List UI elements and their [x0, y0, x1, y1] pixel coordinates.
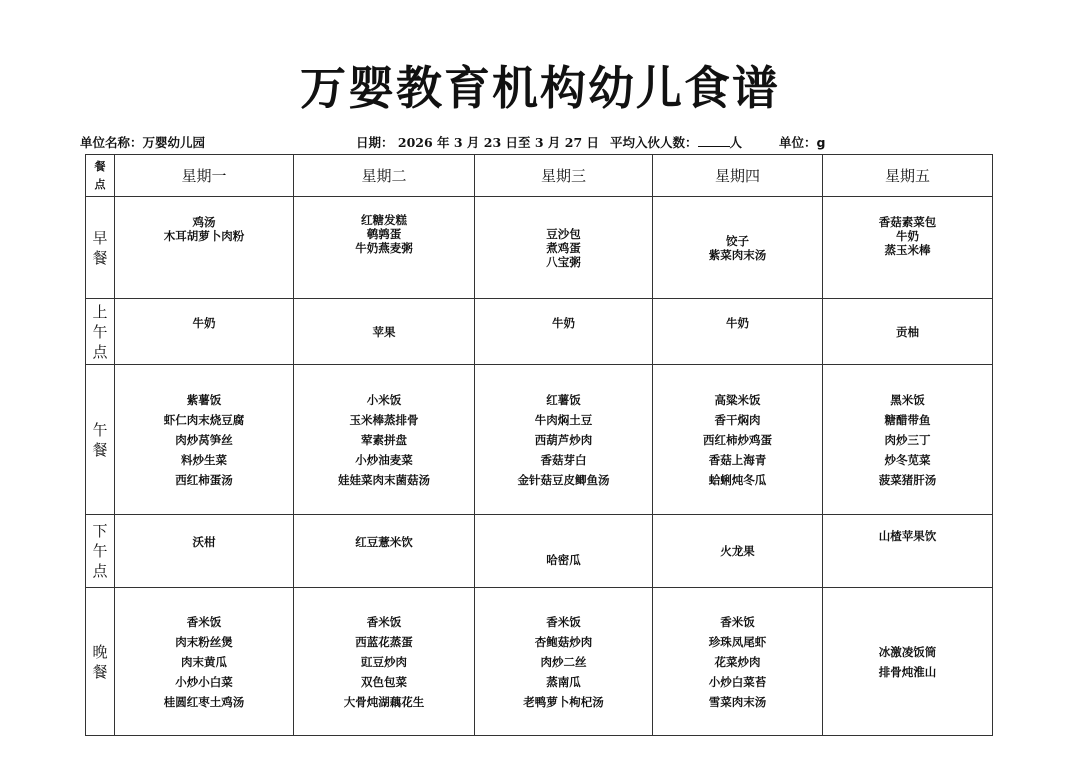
measure-value: g — [816, 135, 826, 150]
menu-item: 山楂苹果饮 — [878, 529, 937, 543]
menu-item: 牛奶 — [192, 316, 216, 330]
menu-item: 香菇芽白 — [540, 452, 587, 467]
menu-item: 肉末粉丝煲 — [175, 634, 233, 649]
date-label: 日期： — [356, 135, 394, 150]
date-info — [356, 133, 599, 151]
menu-item: 炒冬苋菜 — [884, 452, 931, 467]
day-header-mon: 星期一 — [115, 155, 294, 197]
menu-item: 娃娃菜肉末菌菇汤 — [338, 472, 430, 487]
menu-cell-mon — [115, 588, 294, 736]
corner-cell — [86, 155, 115, 197]
menu-cell-tue — [294, 365, 475, 515]
meal-label-cell — [86, 197, 115, 299]
menu-item: 大骨炖湖藕花生 — [343, 694, 425, 709]
menu-item: 小炒白菜苔 — [708, 674, 767, 689]
meal-label-cell — [86, 365, 115, 515]
menu-item: 肉炒二丝 — [540, 654, 587, 669]
menu-cell-fri — [823, 515, 993, 588]
menu-item: 杏鲍菇炒肉 — [534, 634, 593, 649]
avg-count-blank — [698, 134, 730, 147]
unit-name: 万婴幼儿园 — [142, 135, 206, 150]
menu-cell-mon — [115, 365, 294, 515]
menu-cell-fri — [823, 299, 993, 365]
menu-cell-fri — [823, 197, 993, 299]
menu-item: 小炒小白菜 — [175, 674, 233, 689]
date-value: 2026 年 3 月 23 日至 3 月 27 日 — [397, 135, 600, 150]
meal-label-char: 早 — [92, 228, 108, 247]
meal-row-breakfast — [86, 197, 993, 299]
menu-item: 鸡汤 — [192, 215, 216, 229]
menu-item: 牛肉焖土豆 — [534, 412, 593, 427]
menu-item: 豆沙包 — [546, 226, 581, 241]
menu-cell-thu — [653, 515, 823, 588]
menu-item: 西红柿蛋汤 — [175, 472, 233, 487]
meal-row-morning-snack — [86, 299, 993, 365]
menu-item: 牛奶 — [552, 316, 575, 330]
unit-info — [80, 133, 205, 151]
corner-label — [86, 158, 114, 194]
menu-item: 小炒油麦菜 — [355, 452, 413, 467]
menu-item: 料炒生菜 — [181, 452, 227, 467]
menu-item: 雪菜肉末汤 — [708, 694, 767, 709]
menu-item: 饺子 — [726, 233, 749, 248]
meal-label-cell — [86, 299, 115, 365]
menu-item: 黑米饭 — [890, 392, 925, 407]
day-header-wed: 星期三 — [475, 155, 653, 197]
meal-label-char: 上 — [92, 302, 108, 321]
menu-item: 冰激凌饭筒 — [878, 644, 937, 659]
corner-char: 点 — [94, 177, 106, 191]
menu-item: 蒸玉米棒 — [884, 243, 931, 257]
menu-item: 沃柑 — [192, 535, 216, 549]
menu-item: 西红柿炒鸡蛋 — [703, 432, 772, 447]
menu-item: 肉炒三丁 — [884, 432, 931, 447]
menu-item: 香菇素菜包 — [878, 215, 937, 229]
menu-cell-tue — [294, 588, 475, 736]
menu-item: 排骨炖淮山 — [878, 664, 937, 679]
meal-label-char: 点 — [92, 342, 108, 361]
meal-label-char: 餐 — [92, 662, 108, 681]
header-row — [86, 155, 993, 197]
menu-item: 高粱米饭 — [714, 392, 761, 407]
menu-cell-fri — [823, 588, 993, 736]
menu-cell-tue — [294, 197, 475, 299]
menu-item: 香米饭 — [720, 614, 755, 629]
avg-count-info — [610, 133, 742, 151]
page-title: 万婴教育机构幼儿食谱 — [300, 61, 780, 115]
unit-label: 单位名称： — [80, 135, 143, 150]
meal-label-cell — [86, 515, 115, 588]
menu-cell-wed — [475, 299, 653, 365]
menu-cell-wed — [475, 588, 653, 736]
menu-cell-mon — [115, 515, 294, 588]
menu-item: 西蓝花蒸蛋 — [355, 634, 413, 649]
menu-item: 小米饭 — [366, 392, 402, 407]
menu-item: 蒸南瓜 — [546, 674, 581, 689]
menu-item: 八宝粥 — [546, 254, 581, 269]
menu-item: 香干焖肉 — [714, 412, 761, 427]
avg-count-suffix: 人 — [729, 135, 743, 150]
menu-item: 牛奶 — [896, 229, 919, 243]
meal-label-char: 午 — [92, 322, 108, 341]
menu-item: 香米饭 — [546, 614, 581, 629]
menu-cell-wed — [475, 197, 653, 299]
menu-item: 肉末黄瓜 — [181, 654, 227, 669]
day-header-fri: 星期五 — [823, 155, 993, 197]
menu-cell-tue — [294, 299, 475, 365]
meal-label — [86, 420, 114, 460]
meal-label-char: 点 — [92, 562, 108, 580]
menu-item: 香菇上海青 — [708, 452, 767, 467]
day-header-thu: 星期四 — [653, 155, 823, 197]
menu-item: 双色包菜 — [361, 674, 407, 689]
meal-row-lunch — [86, 365, 993, 515]
menu-item: 蛤蜊炖冬瓜 — [708, 472, 767, 487]
meal-row-dinner — [86, 588, 993, 736]
menu-item: 苹果 — [372, 324, 396, 339]
menu-cell-wed — [475, 365, 653, 515]
meal-label-char: 下 — [92, 522, 108, 540]
menu-item: 红薯饭 — [546, 392, 581, 407]
measure-label: 单位： — [779, 135, 817, 150]
menu-item: 牛奶燕麦粥 — [355, 241, 413, 255]
menu-cell-mon — [115, 299, 294, 365]
meal-label-char: 晚 — [92, 642, 108, 661]
menu-item: 紫菜肉末汤 — [708, 247, 767, 262]
meal-label-char: 午 — [92, 420, 108, 439]
menu-item: 桂圆红枣土鸡汤 — [163, 694, 245, 709]
menu-item: 紫薯饭 — [186, 392, 222, 407]
menu-item: 菠菜猪肝汤 — [878, 472, 937, 487]
menu-item: 哈密瓜 — [546, 553, 581, 567]
menu-item: 老鸭萝卜枸杞汤 — [523, 694, 604, 709]
menu-item: 牛奶 — [726, 316, 749, 330]
meal-label — [86, 228, 114, 268]
menu-item: 木耳胡萝卜肉粉 — [163, 229, 245, 243]
corner-char: 餐 — [94, 159, 106, 173]
meal-label — [86, 521, 114, 581]
avg-count-label: 平均入伙人数： — [610, 135, 698, 150]
menu-item: 贡柚 — [896, 324, 919, 339]
menu-item: 花菜炒肉 — [714, 654, 761, 669]
menu-cell-thu — [653, 197, 823, 299]
menu-item: 珍珠凤尾虾 — [708, 634, 767, 649]
menu-item: 荤素拼盘 — [361, 432, 407, 447]
menu-item: 香米饭 — [186, 614, 222, 629]
meal-label-char: 餐 — [92, 248, 108, 267]
menu-cell-wed — [475, 515, 653, 588]
menu-cell-thu — [653, 588, 823, 736]
menu-item: 红糖发糕 — [361, 213, 407, 227]
menu-item: 煮鸡蛋 — [546, 240, 581, 255]
menu-cell-mon — [115, 197, 294, 299]
menu-item: 西葫芦炒肉 — [534, 432, 593, 447]
menu-item: 玉米棒蒸排骨 — [349, 412, 419, 427]
menu-item: 豇豆炒肉 — [361, 654, 407, 669]
menu-cell-thu — [653, 299, 823, 365]
meal-label-cell — [86, 588, 115, 736]
menu-item: 火龙果 — [720, 544, 755, 558]
menu-cell-thu — [653, 365, 823, 515]
menu-cell-tue — [294, 515, 475, 588]
meal-label — [86, 302, 114, 362]
meal-label-char: 餐 — [92, 440, 108, 459]
menu-item: 虾仁肉末烧豆腐 — [163, 412, 245, 427]
meal-label — [86, 642, 114, 682]
day-header-tue: 星期二 — [294, 155, 475, 197]
menu-item: 金针菇豆皮鲫鱼汤 — [517, 472, 610, 487]
menu-item: 香米饭 — [366, 614, 402, 629]
menu-item: 鹌鹑蛋 — [366, 227, 402, 241]
meal-row-afternoon-snack — [86, 515, 993, 588]
menu-cell-fri — [823, 365, 993, 515]
menu-item: 肉炒莴笋丝 — [175, 432, 233, 447]
measure-unit-info — [779, 133, 825, 151]
menu-table — [85, 154, 993, 736]
menu-item: 红豆薏米饮 — [355, 535, 413, 549]
menu-item: 糖醋带鱼 — [884, 412, 931, 427]
meal-label-char: 午 — [92, 542, 108, 560]
